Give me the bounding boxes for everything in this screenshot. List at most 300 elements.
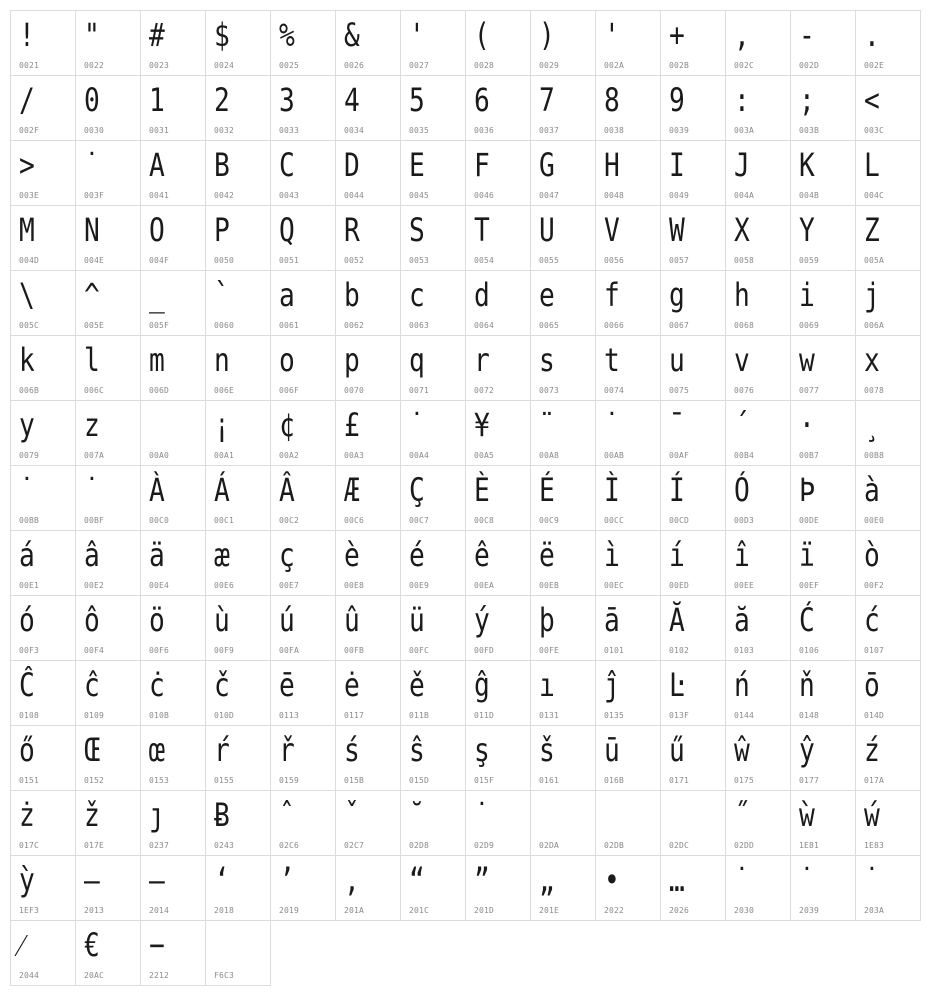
glyph-cell [10, 530, 76, 596]
glyph-codepoint: 0026 [344, 61, 365, 70]
glyph-character: r [474, 341, 490, 379]
glyph-character: Ƀ [214, 796, 230, 834]
glyph-cell [140, 400, 206, 466]
glyph-character: ' [604, 16, 620, 54]
glyph-codepoint: 00E9 [409, 581, 430, 590]
glyph-codepoint: 2039 [799, 906, 820, 915]
glyph-codepoint: 201E [539, 906, 560, 915]
glyph-cell [205, 10, 271, 76]
glyph-codepoint: 00B8 [864, 451, 885, 460]
glyph-codepoint: 0144 [734, 711, 755, 720]
glyph-codepoint: 011B [409, 711, 430, 720]
glyph-character: " [84, 16, 100, 54]
glyph-character: ē [279, 666, 295, 704]
glyph-codepoint: 02DD [734, 841, 755, 850]
glyph-cell [855, 595, 921, 661]
glyph-codepoint: 0243 [214, 841, 235, 850]
glyph-character: ˙ [799, 861, 815, 899]
glyph-character: s [539, 341, 555, 379]
glyph-character: ç [279, 536, 295, 574]
glyph-cell [270, 595, 336, 661]
glyph-codepoint: 0076 [734, 386, 755, 395]
glyph-character: ň [799, 666, 815, 704]
glyph-codepoint: 0042 [214, 191, 235, 200]
glyph-character: h [734, 276, 750, 314]
glyph-character: · [799, 406, 815, 444]
glyph-cell [140, 530, 206, 596]
glyph-codepoint: 201A [344, 906, 365, 915]
glyph-cell [660, 10, 726, 76]
glyph-codepoint: 0117 [344, 711, 365, 720]
glyph-codepoint: F6C3 [214, 971, 235, 980]
glyph-codepoint: 201C [409, 906, 430, 915]
glyph-cell [530, 75, 596, 141]
glyph-cell [140, 270, 206, 336]
glyph-cell [855, 855, 921, 921]
glyph-codepoint: 02D8 [409, 841, 430, 850]
glyph-cell [335, 400, 401, 466]
glyph-character: ú [279, 601, 295, 639]
glyph-cell [660, 270, 726, 336]
glyph-cell [725, 335, 791, 401]
glyph-codepoint: 00E8 [344, 581, 365, 590]
glyph-cell [335, 595, 401, 661]
glyph-codepoint: 00EE [734, 581, 755, 590]
glyph-character: ˙ [84, 471, 100, 509]
glyph-codepoint: 00A1 [214, 451, 235, 460]
glyph-cell [335, 465, 401, 531]
glyph-cell [400, 270, 466, 336]
glyph-codepoint: 003B [799, 126, 820, 135]
glyph-character: Ă [669, 601, 685, 639]
glyph-character: ó [19, 601, 35, 639]
glyph-character: v [734, 341, 750, 379]
glyph-character: & [344, 16, 360, 54]
glyph-cell [855, 660, 921, 726]
glyph-codepoint: 0043 [279, 191, 300, 200]
glyph-character: ´ [734, 406, 750, 444]
glyph-character: P [214, 211, 230, 249]
glyph-codepoint: 2014 [149, 906, 170, 915]
glyph-cell [595, 660, 661, 726]
glyph-character: 5 [409, 81, 425, 119]
glyph-codepoint: 0102 [669, 646, 690, 655]
glyph-cell [270, 205, 336, 271]
glyph-character: > [19, 146, 35, 184]
glyph-character: 8 [604, 81, 620, 119]
glyph-cell [595, 75, 661, 141]
glyph-character: C [279, 146, 295, 184]
glyph-cell [270, 400, 336, 466]
glyph-codepoint: 0044 [344, 191, 365, 200]
glyph-cell [530, 10, 596, 76]
glyph-cell [595, 270, 661, 336]
glyph-codepoint: 00F6 [149, 646, 170, 655]
glyph-cell [75, 530, 141, 596]
glyph-character: ȷ [149, 796, 165, 834]
glyph-codepoint: 0075 [669, 386, 690, 395]
glyph-codepoint: 201D [474, 906, 495, 915]
glyph-character: ) [539, 16, 555, 54]
glyph-character: – [84, 861, 100, 899]
glyph-codepoint: 0161 [539, 776, 560, 785]
glyph-character: 6 [474, 81, 490, 119]
glyph-cell [465, 75, 531, 141]
glyph-character: ` [214, 276, 230, 314]
glyph-cell [205, 595, 271, 661]
glyph-codepoint: 004D [19, 256, 40, 265]
glyph-cell [10, 595, 76, 661]
glyph-character: ˇ [344, 796, 360, 834]
glyph-character: £ [344, 406, 360, 444]
glyph-cell [725, 75, 791, 141]
glyph-character: Ĉ [19, 666, 35, 704]
glyph-character: Á [214, 471, 230, 509]
glyph-cell [660, 660, 726, 726]
glyph-codepoint: 0041 [149, 191, 170, 200]
glyph-codepoint: 00BF [84, 516, 105, 525]
glyph-codepoint: 00DE [799, 516, 820, 525]
glyph-cell [660, 335, 726, 401]
glyph-codepoint: 003F [84, 191, 105, 200]
glyph-codepoint: 2019 [279, 906, 300, 915]
glyph-codepoint: 2026 [669, 906, 690, 915]
glyph-character [214, 925, 230, 965]
glyph-character: ⁄ [19, 926, 24, 964]
glyph-character: S [409, 211, 425, 249]
glyph-codepoint: 004E [84, 256, 105, 265]
glyph-codepoint: 002F [19, 126, 40, 135]
glyph-character: œ [149, 731, 165, 769]
glyph-character: ‘ [214, 861, 230, 899]
glyph-cell [140, 335, 206, 401]
glyph-character: ˙ [84, 146, 100, 184]
glyph-character: ĉ [84, 666, 100, 704]
glyph-character: ŵ [734, 731, 750, 769]
glyph-cell [725, 595, 791, 661]
glyph-codepoint: 02DC [669, 841, 690, 850]
glyph-cell [595, 855, 661, 921]
glyph-character: H [604, 146, 620, 184]
glyph-cell [530, 595, 596, 661]
glyph-character: k [19, 341, 35, 379]
glyph-cell [725, 530, 791, 596]
glyph-codepoint: 00C0 [149, 516, 170, 525]
glyph-cell [530, 335, 596, 401]
glyph-character: , [734, 16, 750, 54]
glyph-character: j [864, 276, 880, 314]
glyph-cell [75, 465, 141, 531]
glyph-character: ẃ [864, 796, 880, 834]
glyph-codepoint: 0109 [84, 711, 105, 720]
glyph-codepoint: 0113 [279, 711, 300, 720]
glyph-cell [10, 140, 76, 206]
glyph-codepoint: 00A3 [344, 451, 365, 460]
glyph-codepoint: 0030 [84, 126, 105, 135]
glyph-character: e [539, 276, 555, 314]
glyph-cell [335, 530, 401, 596]
glyph-codepoint: 011D [474, 711, 495, 720]
glyph-cell [205, 790, 271, 856]
glyph-cell [400, 660, 466, 726]
glyph-codepoint: 0029 [539, 61, 560, 70]
glyph-cell [465, 855, 531, 921]
glyph-codepoint: 013F [669, 711, 690, 720]
glyph-character: K [799, 146, 815, 184]
glyph-codepoint: 00F4 [84, 646, 105, 655]
glyph-cell [140, 660, 206, 726]
glyph-codepoint: 0053 [409, 256, 430, 265]
glyph-character: ë [539, 536, 555, 574]
glyph-cell [530, 270, 596, 336]
glyph-cell [140, 10, 206, 76]
glyph-cell [725, 205, 791, 271]
glyph-cell [465, 205, 531, 271]
glyph-character: p [344, 341, 360, 379]
glyph-codepoint: 015D [409, 776, 430, 785]
glyph-codepoint: 003C [864, 126, 885, 135]
glyph-cell [75, 270, 141, 336]
glyph-codepoint: 00FA [279, 646, 300, 655]
glyph-codepoint: 02C7 [344, 841, 365, 850]
glyph-cell [530, 790, 596, 856]
glyph-codepoint: 00B4 [734, 451, 755, 460]
glyph-codepoint: 002A [604, 61, 625, 70]
glyph-cell [595, 725, 661, 791]
glyph-cell [140, 140, 206, 206]
glyph-character: ž [84, 796, 100, 834]
glyph-cell [335, 855, 401, 921]
glyph-character: ş [474, 731, 490, 769]
glyph-cell [465, 140, 531, 206]
glyph-codepoint: 00A0 [149, 451, 170, 460]
glyph-character: ô [84, 601, 100, 639]
glyph-codepoint: 0022 [84, 61, 105, 70]
glyph-cell [465, 530, 531, 596]
glyph-cell [10, 855, 76, 921]
glyph-cell [660, 75, 726, 141]
glyph-character: ò [864, 536, 880, 574]
glyph-cell [140, 725, 206, 791]
glyph-codepoint: 00C6 [344, 516, 365, 525]
glyph-cell [660, 855, 726, 921]
glyph-character: ō [864, 666, 880, 704]
glyph-cell [725, 725, 791, 791]
glyph-cell [10, 10, 76, 76]
glyph-cell [270, 10, 336, 76]
glyph-codepoint: 0051 [279, 256, 300, 265]
glyph-codepoint: 0032 [214, 126, 235, 135]
glyph-character: L [864, 146, 880, 184]
glyph-codepoint: 00C1 [214, 516, 235, 525]
glyph-character: ¸ [864, 406, 880, 444]
glyph-cell [465, 10, 531, 76]
glyph-character: ė [344, 666, 360, 704]
glyph-cell [140, 855, 206, 921]
glyph-cell [855, 790, 921, 856]
glyph-cell [400, 725, 466, 791]
glyph-cell [10, 205, 76, 271]
glyph-character: ő [19, 731, 35, 769]
glyph-codepoint: 006F [279, 386, 300, 395]
glyph-character: “ [409, 861, 425, 899]
glyph-cell [205, 400, 271, 466]
glyph-cell [335, 725, 401, 791]
glyph-cell [790, 140, 856, 206]
glyph-cell [530, 140, 596, 206]
glyph-cell [660, 595, 726, 661]
glyph-character: G [539, 146, 555, 184]
glyph-cell [400, 400, 466, 466]
glyph-codepoint: 02C6 [279, 841, 300, 850]
glyph-character: Ì [604, 471, 620, 509]
glyph-character [539, 795, 555, 835]
glyph-cell [10, 75, 76, 141]
glyph-character: ù [214, 601, 230, 639]
glyph-character: u [669, 341, 685, 379]
glyph-cell [270, 725, 336, 791]
glyph-cell [400, 790, 466, 856]
glyph-cell [790, 595, 856, 661]
glyph-cell [465, 335, 531, 401]
glyph-cell [205, 335, 271, 401]
glyph-character: ű [669, 731, 685, 769]
glyph-character: _ [149, 276, 165, 314]
glyph-character: ŕ [214, 731, 230, 769]
glyph-codepoint: 0155 [214, 776, 235, 785]
glyph-codepoint: 006B [19, 386, 40, 395]
glyph-codepoint: 00E0 [864, 516, 885, 525]
glyph-codepoint: 0027 [409, 61, 430, 70]
glyph-codepoint: 002E [864, 61, 885, 70]
glyph-cell [530, 530, 596, 596]
glyph-codepoint: 0023 [149, 61, 170, 70]
glyph-cell [270, 140, 336, 206]
glyph-cell [530, 465, 596, 531]
glyph-codepoint: 0151 [19, 776, 40, 785]
glyph-cell [855, 270, 921, 336]
glyph-cell [205, 140, 271, 206]
glyph-codepoint: 00AB [604, 451, 625, 460]
glyph-cell [140, 595, 206, 661]
glyph-cell [725, 790, 791, 856]
glyph-codepoint: 00A2 [279, 451, 300, 460]
glyph-character: ä [149, 536, 165, 574]
glyph-character: 0 [84, 81, 100, 119]
glyph-cell [10, 270, 76, 336]
glyph-codepoint: 00C2 [279, 516, 300, 525]
glyph-codepoint: 00B7 [799, 451, 820, 460]
glyph-character: ˝ [734, 796, 750, 834]
glyph-cell [10, 660, 76, 726]
glyph-character: b [344, 276, 360, 314]
glyph-cell [140, 205, 206, 271]
glyph-codepoint: 005C [19, 321, 40, 330]
glyph-codepoint: 00C9 [539, 516, 560, 525]
glyph-character: ì [604, 536, 620, 574]
glyph-cell [400, 205, 466, 271]
glyph-character: M [19, 211, 35, 249]
glyph-codepoint: 00E1 [19, 581, 40, 590]
glyph-character: û [344, 601, 360, 639]
glyph-character: x [864, 341, 880, 379]
glyph-cell [725, 140, 791, 206]
glyph-character: € [84, 926, 100, 964]
glyph-codepoint: 016B [604, 776, 625, 785]
glyph-codepoint: 017A [864, 776, 885, 785]
glyph-character: / [19, 81, 35, 119]
glyph-character: w [799, 341, 815, 379]
glyph-codepoint: 0131 [539, 711, 560, 720]
glyph-codepoint: 2018 [214, 906, 235, 915]
glyph-codepoint: 0024 [214, 61, 235, 70]
glyph-cell [855, 725, 921, 791]
glyph-cell [790, 270, 856, 336]
glyph-character: q [409, 341, 425, 379]
glyph-character: ' [409, 16, 425, 54]
glyph-codepoint: 006E [214, 386, 235, 395]
glyph-character: ¥ [474, 406, 490, 444]
glyph-character: a [279, 276, 295, 314]
glyph-cell [465, 270, 531, 336]
glyph-codepoint: 00E4 [149, 581, 170, 590]
glyph-character: ˙ [19, 471, 35, 509]
glyph-cell [140, 75, 206, 141]
glyph-codepoint: 00FE [539, 646, 560, 655]
glyph-cell [660, 400, 726, 466]
glyph-codepoint: 2212 [149, 971, 170, 980]
glyph-codepoint: 00A5 [474, 451, 495, 460]
glyph-cell [205, 465, 271, 531]
glyph-character: I [669, 146, 685, 184]
glyph-cell [855, 10, 921, 76]
glyph-character: ˙ [409, 406, 425, 444]
glyph-codepoint: 00EF [799, 581, 820, 590]
glyph-cell [75, 595, 141, 661]
glyph-character: 4 [344, 81, 360, 119]
glyph-codepoint: 0048 [604, 191, 625, 200]
glyph-cell [855, 465, 921, 531]
glyph-cell [75, 790, 141, 856]
glyph-codepoint: 00FB [344, 646, 365, 655]
glyph-codepoint: 0079 [19, 451, 40, 460]
glyph-character: ’ [279, 861, 295, 899]
glyph-character: - [799, 16, 815, 54]
glyph-character: E [409, 146, 425, 184]
glyph-character: ˘ [409, 796, 425, 834]
glyph-cell [75, 400, 141, 466]
glyph-cell [595, 465, 661, 531]
glyph-codepoint: 02DB [604, 841, 625, 850]
glyph-cell [75, 920, 141, 986]
glyph-cell [400, 335, 466, 401]
glyph-codepoint: 00E6 [214, 581, 235, 590]
glyph-character: ^ [84, 276, 100, 314]
glyph-cell [725, 400, 791, 466]
glyph-character: Ç [409, 471, 425, 509]
glyph-cell [595, 140, 661, 206]
glyph-codepoint: 0054 [474, 256, 495, 265]
glyph-codepoint: 00FD [474, 646, 495, 655]
glyph-cell [595, 335, 661, 401]
glyph-codepoint: 0021 [19, 61, 40, 70]
glyph-cell [205, 725, 271, 791]
glyph-character: ! [19, 16, 35, 54]
glyph-codepoint: 00CD [669, 516, 690, 525]
glyph-cell [75, 205, 141, 271]
glyph-character: U [539, 211, 555, 249]
glyph-cell [400, 10, 466, 76]
